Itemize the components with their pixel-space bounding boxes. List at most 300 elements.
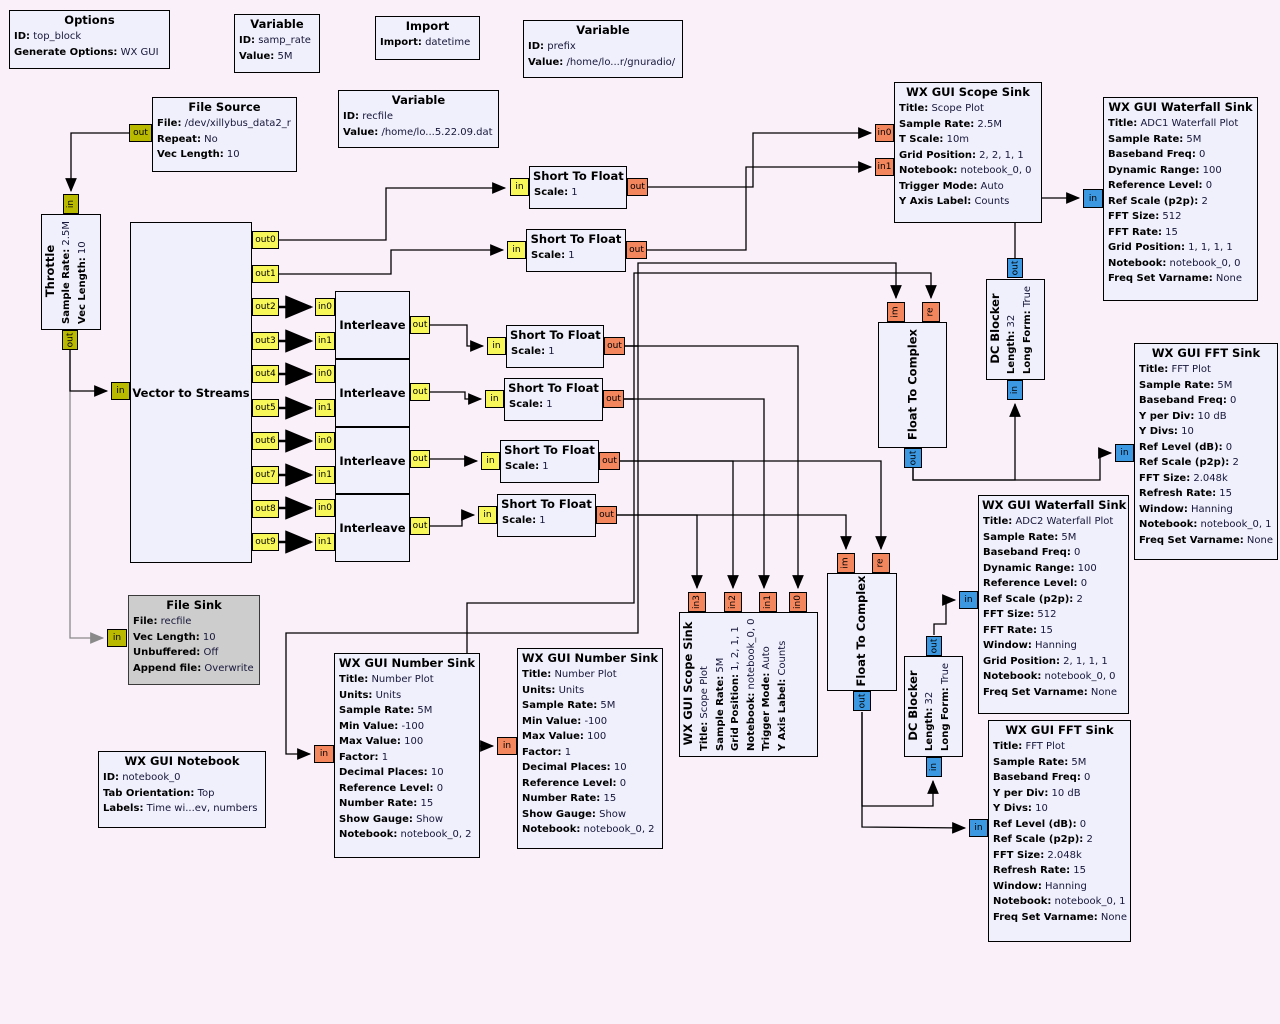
port-float-to-complex-top-re[interactable] bbox=[922, 302, 940, 322]
port-dc-blocker-bottom-in[interactable] bbox=[926, 757, 942, 777]
port-float-to-complex-bottom-out[interactable] bbox=[853, 691, 871, 711]
block-param: Window: Hanning bbox=[993, 880, 1087, 892]
block-throttle[interactable] bbox=[41, 214, 101, 330]
block-param: Grid Position: 2, 2, 1, 1 bbox=[899, 149, 1024, 161]
port-label: out3 bbox=[255, 336, 276, 346]
port-vector-to-streams-out4[interactable] bbox=[252, 365, 279, 383]
block-param: Max Value: 100 bbox=[522, 731, 607, 742]
block-title: WX GUI Waterfall Sink bbox=[1108, 100, 1253, 114]
wire-il4-stf6[interactable] bbox=[430, 515, 474, 526]
block-title: Short To Float bbox=[508, 381, 599, 395]
port-label: in bbox=[929, 762, 939, 772]
block-param: Value: /home/lo...r/gnuradio/ bbox=[528, 56, 676, 68]
port-label: in bbox=[112, 633, 122, 643]
wire-out0-stf1[interactable] bbox=[278, 188, 505, 240]
port-vector-to-streams-out3[interactable] bbox=[252, 332, 279, 350]
block-title: Vector to Streams bbox=[132, 385, 250, 400]
block-param: Trigger Mode: Auto bbox=[899, 180, 1004, 192]
port-interleave-2-in0[interactable] bbox=[315, 365, 335, 383]
block-param: Freq Set Varname: None bbox=[1108, 273, 1243, 284]
wire-stf5-scopebot-in2[interactable] bbox=[620, 461, 733, 588]
port-vector-to-streams-out0[interactable] bbox=[252, 231, 279, 249]
block-param: Y Axis Label: Counts bbox=[899, 196, 1010, 207]
block-param: Show Gauge: Show bbox=[522, 808, 627, 820]
wire-il2-stf4[interactable] bbox=[430, 392, 481, 399]
block-short-to-float-1[interactable] bbox=[529, 166, 627, 209]
port-label: re bbox=[875, 558, 886, 568]
block-param: Reference Level: 0 bbox=[339, 782, 444, 794]
block-short-to-float-5[interactable] bbox=[500, 440, 599, 483]
port-interleave-1-in1[interactable] bbox=[315, 332, 335, 350]
port-fft-sink-bottom-in[interactable] bbox=[969, 819, 988, 837]
block-param: ID: samp_rate bbox=[239, 35, 311, 46]
block-param: FFT Size: 512 bbox=[1108, 211, 1182, 222]
block-scope-sink-bottom[interactable] bbox=[679, 612, 818, 757]
port-label: out4 bbox=[255, 369, 276, 379]
port-vector-to-streams-out2[interactable] bbox=[252, 298, 279, 316]
block-file-source[interactable] bbox=[152, 97, 297, 172]
block-variable-samp-rate[interactable] bbox=[234, 14, 320, 73]
block-title: Throttle bbox=[43, 244, 57, 298]
block-param: Labels: Time wi...ev, numbers bbox=[103, 803, 258, 814]
block-dc-blocker-top[interactable] bbox=[986, 279, 1045, 380]
block-param: Ref Level (dB): 0 bbox=[993, 818, 1087, 830]
block-param: Value: 5M bbox=[239, 50, 293, 62]
port-float-to-complex-top-out[interactable] bbox=[904, 448, 922, 468]
block-title: Options bbox=[64, 13, 115, 27]
block-title: Interleave bbox=[339, 521, 406, 535]
port-dc-blocker-top-in[interactable] bbox=[1007, 380, 1023, 400]
port-label: in1 bbox=[318, 336, 332, 346]
block-dc-blocker-bottom[interactable] bbox=[904, 656, 963, 757]
port-label: in0 bbox=[318, 503, 332, 513]
port-interleave-4-in0[interactable] bbox=[315, 499, 335, 517]
block-param: Max Value: 100 bbox=[339, 736, 424, 747]
block-param: Title: ADC1 Waterfall Plot bbox=[1108, 118, 1239, 129]
block-param: Reference Level: 0 bbox=[983, 578, 1088, 589]
block-param: Append file: Overwrite bbox=[133, 662, 254, 674]
port-interleave-4-in1[interactable] bbox=[315, 533, 335, 551]
block-scope-sink-top[interactable] bbox=[894, 82, 1042, 223]
block-title: WX GUI Notebook bbox=[124, 754, 240, 768]
port-label: out bbox=[602, 456, 617, 466]
block-param: Repeat: No bbox=[157, 133, 218, 145]
port-label: in bbox=[1120, 448, 1129, 458]
block-param: FFT Rate: 15 bbox=[983, 624, 1053, 636]
port-short-to-float-3-out[interactable] bbox=[604, 337, 625, 355]
port-label: out bbox=[607, 341, 622, 351]
block-param: Unbuffered: Off bbox=[133, 647, 219, 658]
port-scope-sink-bottom-in1[interactable] bbox=[759, 592, 777, 612]
port-float-to-complex-bottom-re[interactable] bbox=[872, 553, 890, 573]
wire-stf3-scopebot-in0[interactable] bbox=[625, 346, 798, 588]
block-title: Short To Float bbox=[530, 232, 622, 246]
port-short-to-float-2-out[interactable] bbox=[626, 241, 647, 259]
block-file-sink[interactable] bbox=[128, 595, 260, 685]
port-scope-sink-top-in0[interactable] bbox=[875, 124, 894, 142]
port-short-to-float-1-in[interactable] bbox=[510, 178, 529, 196]
port-label: in bbox=[319, 749, 329, 759]
block-param: Import: datetime bbox=[380, 37, 471, 48]
port-short-to-float-3-in[interactable] bbox=[487, 337, 506, 355]
port-float-to-complex-bottom-im[interactable] bbox=[837, 553, 855, 573]
block-title: File Sink bbox=[166, 598, 222, 612]
wire-il1-stf3[interactable] bbox=[430, 325, 483, 346]
port-vector-to-streams-out9[interactable] bbox=[252, 533, 279, 551]
block-title: Interleave bbox=[339, 318, 406, 332]
block-param: Freq Set Varname: None bbox=[993, 911, 1128, 923]
block-param: Grid Position: 1, 1, 1, 1 bbox=[1108, 242, 1233, 253]
wire-stf2-scopetop-in1[interactable] bbox=[647, 167, 871, 250]
block-param: Scale: 1 bbox=[511, 346, 555, 357]
block-title: Interleave bbox=[339, 386, 406, 400]
block-notebook[interactable] bbox=[98, 751, 266, 828]
block-param: Number Rate: 15 bbox=[522, 793, 617, 804]
block-param: Notebook: notebook_0, 1 bbox=[993, 896, 1126, 907]
port-label: in bbox=[486, 456, 495, 466]
block-param: Scale: 1 bbox=[502, 515, 546, 526]
wire-il3-stf5[interactable] bbox=[430, 459, 477, 461]
port-label: in bbox=[502, 741, 512, 751]
block-fft-sink-bottom[interactable] bbox=[988, 720, 1131, 942]
block-number-sink-1[interactable] bbox=[334, 653, 480, 858]
block-title: Float To Complex bbox=[854, 575, 868, 687]
block-import[interactable] bbox=[375, 16, 480, 60]
port-fft-sink-top-in[interactable] bbox=[1115, 444, 1134, 462]
block-param: Scale: 1 bbox=[531, 250, 575, 261]
block-variable-recfile[interactable] bbox=[338, 90, 499, 148]
block-short-to-float-6[interactable] bbox=[497, 494, 596, 537]
port-short-to-float-4-in[interactable] bbox=[485, 390, 504, 408]
block-title: WX GUI FFT Sink bbox=[1151, 346, 1261, 360]
block-title: Short To Float bbox=[533, 169, 624, 183]
block-param: Long Form: True bbox=[939, 662, 951, 751]
port-short-to-float-4-out[interactable] bbox=[603, 390, 624, 408]
block-param: Sample Rate: 5M bbox=[714, 657, 726, 751]
port-short-to-float-5-in[interactable] bbox=[481, 452, 500, 470]
block-param: FFT Size: 2.048k bbox=[1139, 472, 1228, 484]
port-short-to-float-1-out[interactable] bbox=[627, 178, 648, 196]
port-label: out bbox=[908, 450, 918, 466]
block-param: FFT Size: 512 bbox=[983, 609, 1057, 620]
block-param: FFT Size: 2.048k bbox=[993, 849, 1082, 861]
port-scope-sink-bottom-in2[interactable] bbox=[724, 592, 742, 612]
block-param: Vec Length: 10 bbox=[133, 631, 216, 643]
wire-out1-stf2[interactable] bbox=[278, 250, 503, 274]
block-param: Number Rate: 15 bbox=[339, 798, 434, 809]
wire-stf6-ftcbot-im[interactable] bbox=[617, 515, 846, 549]
port-label: out6 bbox=[255, 436, 276, 446]
port-label: in1 bbox=[877, 162, 892, 172]
block-param: Title: ADC2 Waterfall Plot bbox=[983, 516, 1114, 527]
block-title: Variable bbox=[250, 17, 304, 31]
port-vector-to-streams-out5[interactable] bbox=[252, 399, 279, 417]
block-title: Short To Float bbox=[504, 443, 595, 457]
port-throttle-in[interactable] bbox=[63, 194, 79, 214]
port-label: in bbox=[66, 199, 76, 209]
block-float-to-complex-bottom[interactable] bbox=[827, 573, 897, 691]
block-title: Short To Float bbox=[501, 497, 592, 511]
block-title: Import bbox=[405, 19, 450, 33]
block-param: Notebook: notebook_0, 2 bbox=[339, 829, 472, 840]
block-param: Freq Set Varname: None bbox=[983, 686, 1118, 698]
port-label: out bbox=[412, 521, 428, 531]
block-param: Sample Rate: 5M bbox=[339, 705, 433, 716]
wire-stf1-scopetop-in0[interactable] bbox=[648, 133, 871, 187]
block-param: Title: FFT Plot bbox=[993, 741, 1065, 752]
block-variable-prefix[interactable] bbox=[523, 20, 683, 78]
wire-throttle-vectortostreams[interactable] bbox=[70, 350, 107, 391]
port-label: out bbox=[1010, 260, 1020, 276]
block-param: Factor: 1 bbox=[339, 751, 389, 763]
block-param: Vec Length: 10 bbox=[157, 149, 240, 160]
port-interleave-3-out[interactable] bbox=[410, 450, 430, 468]
block-vector-to-streams[interactable] bbox=[130, 222, 252, 563]
wire-dcbot-waterfall2[interactable] bbox=[934, 600, 955, 635]
block-param: Y per Div: 10 dB bbox=[993, 787, 1081, 799]
port-label: out5 bbox=[255, 403, 276, 413]
block-interleave-1[interactable] bbox=[335, 291, 410, 359]
block-interleave-2[interactable] bbox=[335, 359, 410, 427]
block-param: Ref Scale (p2p): 2 bbox=[983, 593, 1083, 605]
port-vector-to-streams-out6[interactable] bbox=[252, 432, 279, 450]
block-options[interactable] bbox=[9, 10, 170, 69]
port-dc-blocker-top-out[interactable] bbox=[1007, 258, 1023, 278]
block-param: Trigger Mode: Auto bbox=[761, 646, 772, 751]
block-param: Baseband Freq: 0 bbox=[1108, 149, 1206, 160]
port-label: out8 bbox=[255, 504, 276, 514]
port-label: in bbox=[964, 595, 973, 605]
block-param: Notebook: notebook_0, 0 bbox=[1108, 257, 1241, 269]
port-scope-sink-bottom-in3[interactable] bbox=[688, 592, 706, 612]
port-label: in bbox=[974, 823, 983, 833]
block-short-to-float-3[interactable] bbox=[506, 325, 604, 368]
block-param: Y Axis Label: Counts bbox=[776, 640, 788, 751]
block-param: Reference Level: 0 bbox=[1108, 180, 1213, 191]
block-param: Sample Rate: 5M bbox=[983, 531, 1077, 543]
block-param: Length: 32 bbox=[1006, 314, 1017, 374]
block-param: File: /dev/xillybus_data2_r bbox=[157, 118, 291, 129]
port-interleave-1-in0[interactable] bbox=[315, 298, 335, 316]
block-interleave-3[interactable] bbox=[335, 427, 410, 494]
block-param: Reference Level: 0 bbox=[522, 777, 627, 789]
wire-stf3-ftctop-im[interactable] bbox=[625, 263, 896, 346]
port-label: im bbox=[891, 306, 901, 318]
port-label: out bbox=[412, 387, 428, 397]
port-scope-sink-bottom-in0[interactable] bbox=[789, 592, 807, 612]
block-param: Vec Length: 10 bbox=[76, 241, 88, 324]
port-label: in bbox=[1010, 385, 1020, 395]
port-float-to-complex-top-im[interactable] bbox=[887, 302, 905, 322]
block-param: Units: Units bbox=[339, 689, 402, 701]
port-number-sink-2-in[interactable] bbox=[497, 737, 517, 755]
block-param: Sample Rate: 2.5M bbox=[899, 118, 1002, 130]
block-interleave-4[interactable] bbox=[335, 494, 410, 562]
block-param: Dynamic Range: 100 bbox=[1108, 164, 1222, 176]
port-label: out bbox=[599, 510, 614, 520]
block-param: Window: Hanning bbox=[983, 640, 1077, 651]
port-interleave-1-out[interactable] bbox=[410, 316, 430, 334]
port-number-sink-1-in[interactable] bbox=[314, 745, 334, 763]
port-short-to-float-6-in[interactable] bbox=[478, 506, 497, 524]
port-label: out bbox=[65, 332, 75, 348]
port-interleave-3-in0[interactable] bbox=[315, 432, 335, 450]
block-title: WX GUI Number Sink bbox=[521, 651, 659, 665]
block-param: Scale: 1 bbox=[509, 399, 553, 410]
block-param: Decimal Places: 10 bbox=[522, 762, 627, 773]
block-param: FFT Rate: 15 bbox=[1108, 226, 1178, 238]
port-short-to-float-6-out[interactable] bbox=[596, 506, 617, 524]
port-label: in1 bbox=[318, 537, 332, 547]
port-label: out bbox=[629, 245, 644, 255]
wire-stf4-scopebot-in1[interactable] bbox=[624, 399, 764, 588]
block-param: T Scale: 10m bbox=[899, 134, 970, 145]
block-param: Title: Scope Plot bbox=[699, 666, 710, 751]
block-param: Length: 32 bbox=[924, 691, 935, 751]
block-param: Refresh Rate: 15 bbox=[993, 865, 1087, 876]
block-waterfall-sink-adc2[interactable] bbox=[978, 495, 1129, 714]
block-param: Sample Rate: 5M bbox=[522, 700, 616, 711]
wire-ftctop-ffttop[interactable] bbox=[913, 453, 1111, 480]
block-param: ID: recfile bbox=[343, 111, 393, 122]
port-label: re bbox=[925, 307, 936, 317]
port-label: out bbox=[606, 394, 621, 404]
port-waterfall-sink-adc1-in[interactable] bbox=[1083, 189, 1103, 208]
port-label: in bbox=[515, 182, 524, 192]
block-title: File Source bbox=[188, 100, 261, 114]
port-label: out1 bbox=[255, 269, 276, 279]
block-title: WX GUI Scope Sink bbox=[681, 621, 695, 746]
port-label: in2 bbox=[728, 595, 738, 609]
block-param: Notebook: notebook_0, 0 bbox=[899, 165, 1032, 176]
block-param: Y Divs: 10 bbox=[1139, 426, 1194, 437]
port-label: in3 bbox=[692, 595, 702, 609]
port-label: in0 bbox=[318, 369, 332, 379]
block-title: Variable bbox=[391, 93, 446, 107]
block-param: Generate Options: WX GUI bbox=[14, 46, 159, 58]
block-param: Refresh Rate: 15 bbox=[1139, 488, 1233, 499]
block-title: WX GUI Waterfall Sink bbox=[982, 498, 1127, 512]
port-vector-to-streams-out7[interactable] bbox=[252, 466, 279, 484]
wire-stf6-scopebot-in3[interactable] bbox=[617, 515, 697, 588]
block-number-sink-2[interactable] bbox=[517, 648, 663, 849]
block-param: Notebook: notebook_0, 0 bbox=[745, 618, 757, 751]
port-label: out bbox=[412, 454, 428, 464]
block-param: Min Value: -100 bbox=[339, 720, 425, 732]
port-label: in0 bbox=[318, 302, 332, 312]
port-label: in1 bbox=[763, 595, 773, 609]
block-param: Tab Orientation: Top bbox=[103, 787, 215, 799]
block-param: Min Value: -100 bbox=[522, 715, 608, 727]
block-param: Baseband Freq: 0 bbox=[983, 547, 1081, 558]
block-param: Notebook: notebook_0, 2 bbox=[522, 824, 655, 835]
block-param: Title: Scope Plot bbox=[899, 103, 984, 114]
port-short-to-float-5-out[interactable] bbox=[599, 452, 620, 470]
port-scope-sink-top-in1[interactable] bbox=[875, 158, 894, 176]
port-label: in bbox=[490, 394, 499, 404]
block-param: Dynamic Range: 100 bbox=[983, 562, 1097, 574]
block-param: ID: notebook_0 bbox=[103, 772, 181, 783]
port-label: out bbox=[929, 638, 939, 654]
block-param: Value: /home/lo...5.22.09.dat bbox=[343, 126, 493, 138]
port-label: in bbox=[483, 510, 492, 520]
block-param: Sample Rate: 5M bbox=[993, 756, 1087, 768]
block-param: Factor: 1 bbox=[522, 746, 572, 758]
block-param: File: recfile bbox=[133, 616, 192, 627]
block-title: DC Blocker bbox=[906, 670, 920, 741]
port-interleave-4-out[interactable] bbox=[410, 517, 430, 535]
block-param: Window: Hanning bbox=[1139, 503, 1233, 515]
block-param: Baseband Freq: 0 bbox=[1139, 395, 1237, 406]
port-waterfall-sink-adc2-in[interactable] bbox=[959, 591, 978, 609]
block-param: Freq Set Varname: None bbox=[1139, 534, 1274, 546]
block-param: Baseband Freq: 0 bbox=[993, 772, 1091, 783]
block-param: Notebook: notebook_0, 1 bbox=[1139, 519, 1272, 530]
port-file-source-out[interactable] bbox=[129, 124, 152, 142]
block-title: Interleave bbox=[339, 453, 406, 468]
block-short-to-float-4[interactable] bbox=[504, 378, 603, 421]
port-label: out bbox=[133, 128, 148, 138]
block-param: Long Form: True bbox=[1021, 285, 1033, 374]
wire-stf5-ftcbot-re[interactable] bbox=[620, 461, 881, 549]
block-param: Scale: 1 bbox=[534, 187, 578, 198]
block-title: Short To Float bbox=[510, 328, 601, 342]
port-label: out bbox=[412, 320, 428, 330]
block-param: ID: top_block bbox=[14, 31, 82, 42]
port-label: in0 bbox=[793, 595, 803, 609]
port-vector-to-streams-in[interactable] bbox=[111, 382, 130, 400]
block-param: Title: Number Plot bbox=[339, 674, 434, 685]
wire-throttle-filesink[interactable] bbox=[70, 350, 103, 638]
block-title: Variable bbox=[576, 23, 630, 37]
port-throttle-out[interactable] bbox=[62, 330, 78, 350]
block-float-to-complex-top[interactable] bbox=[878, 322, 947, 448]
port-interleave-2-in1[interactable] bbox=[315, 399, 335, 417]
port-interleave-3-in1[interactable] bbox=[315, 466, 335, 484]
port-label: in bbox=[116, 386, 125, 396]
port-label: in bbox=[492, 341, 501, 351]
port-label: im bbox=[841, 557, 851, 569]
port-short-to-float-2-in[interactable] bbox=[507, 241, 526, 259]
block-title: WX GUI Number Sink bbox=[338, 656, 476, 670]
wire-filesource-throttle[interactable] bbox=[71, 133, 129, 191]
block-param: Notebook: notebook_0, 0 bbox=[983, 671, 1116, 682]
port-label: in0 bbox=[877, 128, 892, 138]
block-title: DC Blocker bbox=[988, 293, 1002, 364]
block-waterfall-sink-adc1[interactable] bbox=[1103, 97, 1258, 301]
port-label: in0 bbox=[318, 436, 332, 446]
block-param: Title: FFT Plot bbox=[1139, 364, 1211, 375]
block-param: Sample Rate: 5M bbox=[1108, 133, 1202, 145]
port-vector-to-streams-out8[interactable] bbox=[252, 500, 279, 518]
block-param: Show Gauge: Show bbox=[339, 813, 444, 825]
block-title: Float To Complex bbox=[904, 328, 919, 440]
port-label: in1 bbox=[318, 470, 332, 480]
port-label: out0 bbox=[255, 235, 276, 245]
port-file-sink-in[interactable] bbox=[107, 629, 127, 647]
port-label: in bbox=[512, 245, 521, 255]
block-short-to-float-2[interactable] bbox=[526, 229, 626, 272]
block-title: WX GUI FFT Sink bbox=[1005, 723, 1114, 737]
block-param: Title: Number Plot bbox=[522, 669, 617, 680]
port-vector-to-streams-out1[interactable] bbox=[252, 265, 279, 283]
port-label: out bbox=[630, 182, 645, 192]
port-interleave-2-out[interactable] bbox=[410, 383, 430, 401]
block-param: Sample Rate: 5M bbox=[1139, 379, 1233, 391]
port-label: out9 bbox=[255, 537, 276, 547]
port-dc-blocker-bottom-out[interactable] bbox=[926, 636, 942, 656]
block-fft-sink-top[interactable] bbox=[1134, 343, 1278, 560]
